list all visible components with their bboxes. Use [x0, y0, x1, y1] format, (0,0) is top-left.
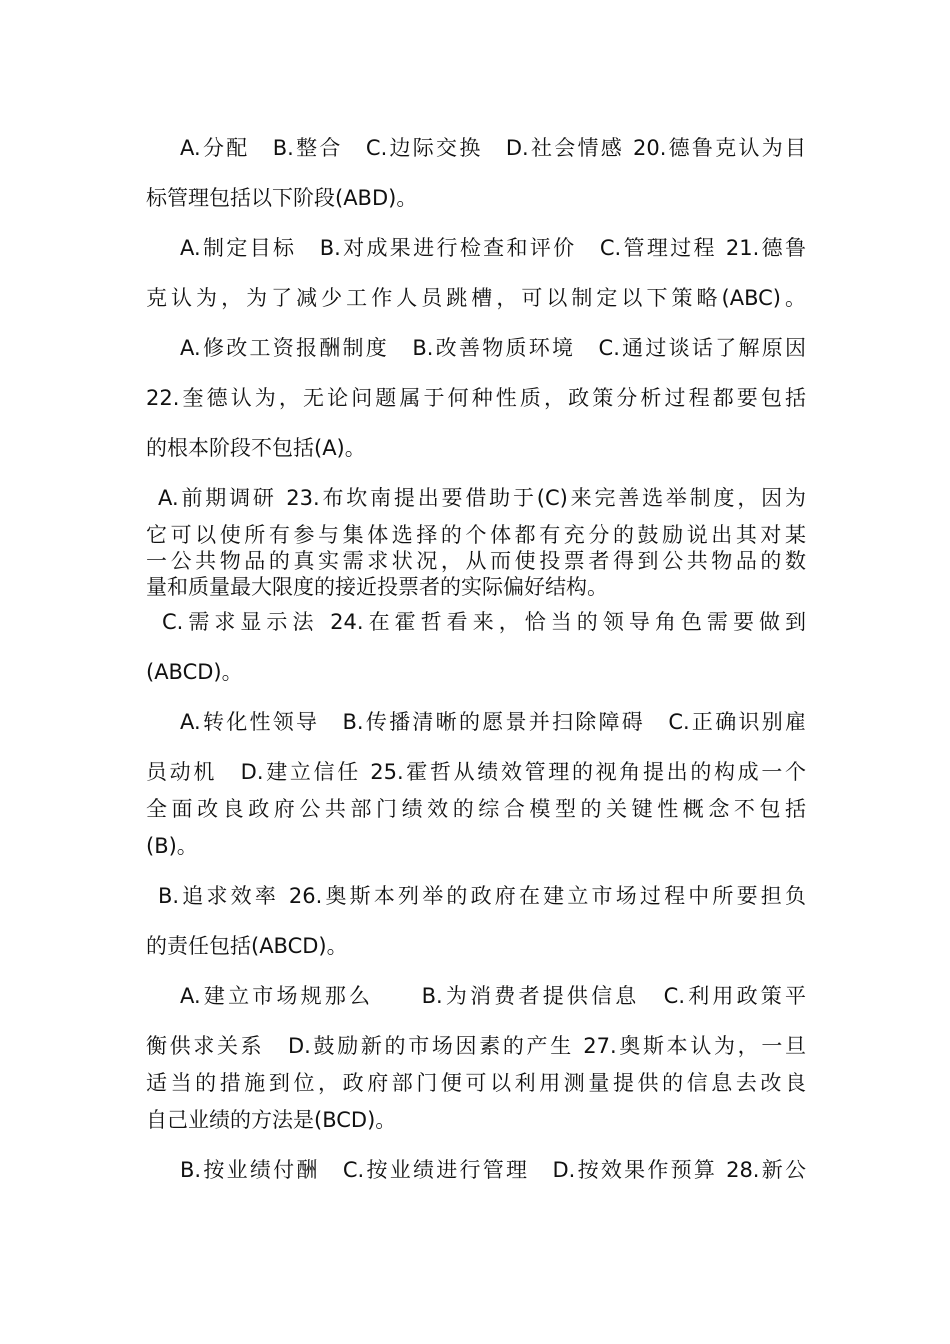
text-line: A.制定目标 B.对成果进行检查和评价 C.管理过程 21.德鲁 — [180, 236, 806, 260]
text-line: A.分配 B.整合 C.边际交换 D.社会情感 20.德鲁克认为目 — [180, 136, 806, 160]
text-line: 员动机 D.建立信任 25.霍哲从绩效管理的视角提出的构成一个 — [146, 760, 806, 784]
text-line: (B)。 — [146, 834, 198, 858]
text-line: 一公共物品的真实需求状况，从而使投票者得到公共物品的数 — [146, 549, 806, 573]
text-line: (ABCD)。 — [146, 660, 243, 684]
text-line: B.追求效率 26.奥斯本列举的政府在建立市场过程中所要担负 — [158, 884, 806, 908]
text-line: C.需求显示法 24.在霍哲看来，恰当的领导角色需要做到 — [162, 610, 806, 634]
text-line: 22.奎德认为，无论问题属于何种性质，政策分析过程都要包括 — [146, 386, 806, 410]
text-line: A.建立市场规那么 B.为消费者提供信息 C.利用政策平 — [180, 984, 806, 1008]
text-line: 它可以使所有参与集体选择的个体都有充分的鼓励说出其对某 — [146, 523, 806, 547]
text-line: A.修改工资报酬制度 B.改善物质环境 C.通过谈话了解原因 — [180, 336, 806, 360]
text-line: 适当的措施到位，政府部门便可以利用测量提供的信息去改良 — [146, 1071, 806, 1095]
text-line: B.按业绩付酬 C.按业绩进行管理 D.按效果作预算 28.新公 — [180, 1158, 806, 1182]
text-line: 的根本阶段不包括(A)。 — [146, 436, 366, 460]
text-line: 自己业绩的方法是(BCD)。 — [146, 1108, 397, 1132]
text-line: 全面改良政府公共部门绩效的综合模型的关键性概念不包括 — [146, 797, 806, 821]
text-line: A.转化性领导 B.传播清晰的愿景并扫除障碍 C.正确识别雇 — [180, 710, 806, 734]
text-line: 克认为，为了减少工作人员跳槽，可以制定以下策略(ABC)。 — [146, 286, 806, 310]
text-line: 的责任包括(ABCD)。 — [146, 934, 348, 958]
text-line: 量和质量最大限度的接近投票者的实际偏好结构。 — [146, 575, 608, 599]
text-line: A.前期调研 23.布坎南提出要借助于(C)来完善选举制度，因为 — [158, 486, 806, 510]
text-line: 衡供求关系 D.鼓励新的市场因素的产生 27.奥斯本认为，一旦 — [146, 1034, 806, 1058]
text-line: 标管理包括以下阶段(ABD)。 — [146, 186, 418, 210]
